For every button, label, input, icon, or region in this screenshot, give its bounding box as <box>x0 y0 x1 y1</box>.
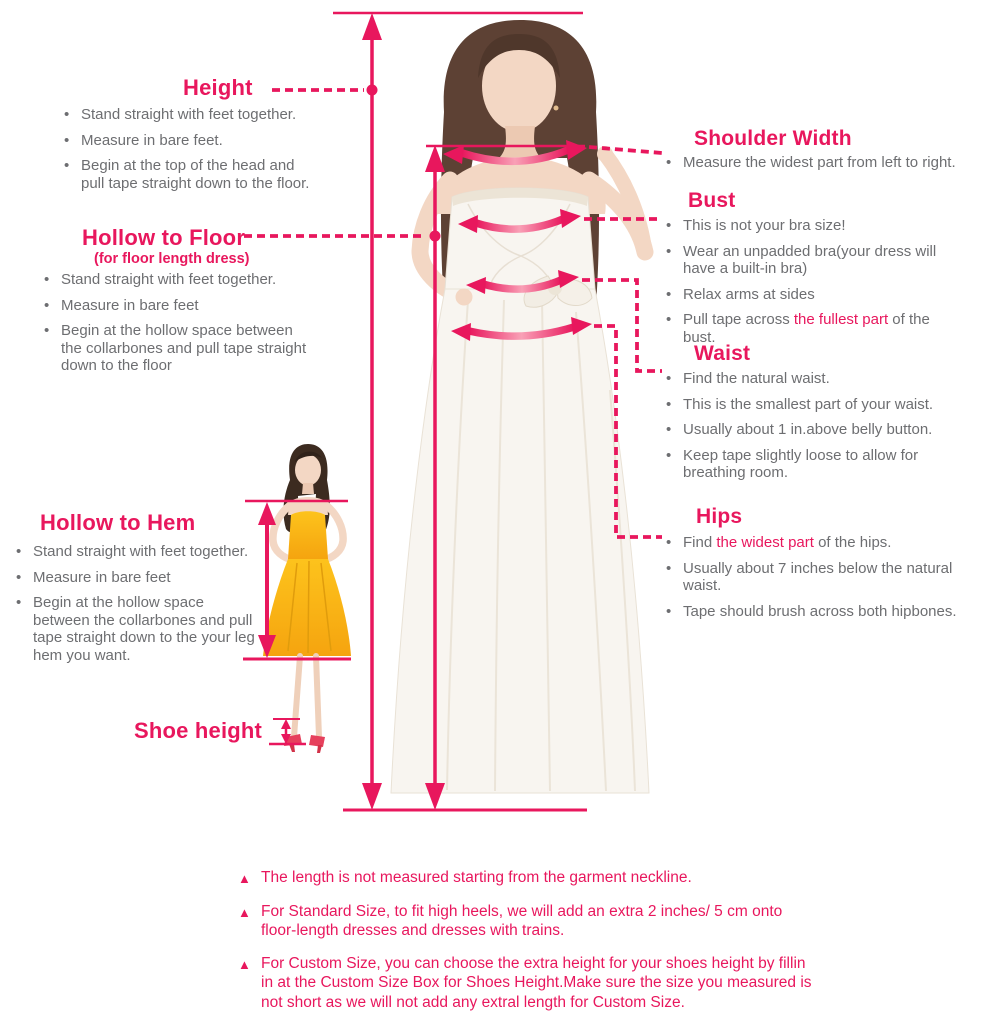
petite-right-shoe <box>309 735 325 747</box>
warning-triangle-icon: ▲ <box>238 904 251 920</box>
hollow-down-arrow-icon <box>425 783 445 810</box>
bullet-dot: • <box>666 446 672 464</box>
note-item <box>238 868 816 889</box>
model-bodice <box>445 188 595 289</box>
bullet-dot: • <box>666 370 672 387</box>
hips-section <box>666 505 988 628</box>
list-item: • Find the natural waist. <box>666 370 830 387</box>
height-connector-dot <box>367 85 378 96</box>
hollow-to-hem-section <box>16 511 266 672</box>
hollow-to-floor-section <box>44 226 344 383</box>
list-item: • Tape should brush across both hipbones. <box>666 602 957 620</box>
bust-section <box>666 189 988 354</box>
list-item: • Begin at the top of the head and pull tape straight down to the floor. <box>64 157 310 192</box>
bullet-dot: • <box>16 594 22 611</box>
warning-triangle-icon: ▲ <box>238 956 251 972</box>
shoulder-width-section <box>666 127 986 180</box>
bullet-dot: • <box>666 217 672 234</box>
shoulder-width-title: Shoulder Width <box>694 127 852 150</box>
note-text: For Custom Size, you can choose the extra height for your shoes height by fillin in at the Custom Size Box for Shoes Height.Make sure the size you measured is not short as we will not add any extral length for Custom Size. <box>261 954 812 1011</box>
note-text: For Standard Size, to fit high heels, we will add an extra 2 inches/ 5 cm onto floor-length dresses and dresses with trains. <box>261 902 783 939</box>
petite-neck <box>302 483 314 494</box>
shoe-up-arrow-icon <box>281 719 291 729</box>
height-up-arrow-icon <box>362 13 382 40</box>
bullet-dot: • <box>16 568 22 586</box>
highlighted-text: the widest part <box>716 534 814 551</box>
bullet-dot: • <box>44 296 50 314</box>
list-item: • Wear an unpadded bra(your dress will have a built-in bra) <box>666 242 937 277</box>
waist-title: Waist <box>694 342 751 365</box>
waist-bullets <box>666 370 971 482</box>
height-section <box>64 76 324 200</box>
bullet-dot: • <box>666 154 672 171</box>
hips-bullets <box>666 534 978 620</box>
hollow-to-floor-subtitle: (for floor length dress) <box>94 251 250 267</box>
model-skirt <box>391 289 649 793</box>
bullet-dot: • <box>64 131 70 149</box>
bullet-dot: • <box>666 559 672 577</box>
list-item: • This is the smallest part of your waist. <box>666 395 934 413</box>
list-item: • Find the widest part of the hips. <box>666 534 892 551</box>
waist-section <box>666 342 984 490</box>
list-item: • Measure in bare feet <box>16 568 171 586</box>
list-item: • Measure in bare feet. <box>64 131 223 149</box>
bullet-dot: • <box>666 395 672 413</box>
bullet-dot: • <box>64 157 70 174</box>
hips-title: Hips <box>696 505 743 528</box>
warning-triangle-icon: ▲ <box>238 871 251 886</box>
list-item: • Relax arms at sides <box>666 285 815 303</box>
list-item: • Measure in bare feet <box>44 296 199 314</box>
bullet-dot: • <box>666 602 672 620</box>
height-down-arrow-icon <box>362 783 382 810</box>
petite-skirt <box>263 559 351 656</box>
list-item: • Begin at the hollow space between the collarbones and pull tape straight down to the your leg hem you want. <box>16 594 255 664</box>
list-item: • Keep tape slightly loose to allow for breathing room. <box>666 446 919 481</box>
shoulder-width-bullets <box>666 154 978 172</box>
model-earring <box>554 106 559 111</box>
model-left-hand <box>456 289 473 306</box>
list-item: • Pull tape across the fullest part of the bust. <box>666 311 930 346</box>
bullet-dot: • <box>666 242 672 260</box>
bullet-dot: • <box>64 106 70 123</box>
bust-title: Bust <box>688 189 736 212</box>
hollow-to-floor-bullets <box>44 271 316 375</box>
petite-model-photo <box>263 444 351 753</box>
main-model-photo <box>391 20 649 793</box>
height-title: Height <box>183 75 253 100</box>
height-bullets <box>64 106 314 192</box>
petite-bodice <box>288 511 328 559</box>
bullet-dot: • <box>44 322 50 339</box>
list-item: • This is not your bra size! <box>666 217 846 234</box>
shoe-height-title: Shoe height <box>134 718 263 743</box>
list-item: • Stand straight with feet together. <box>44 271 277 288</box>
note-item <box>238 954 816 1013</box>
note-text: The length is not measured starting from the garment neckline. <box>261 869 692 886</box>
hollow-to-hem-title: Hollow to Hem <box>40 510 196 535</box>
bust-bullets <box>666 217 966 346</box>
hollow-to-hem-bullets <box>16 543 258 664</box>
list-item: • Stand straight with feet together. <box>64 106 297 123</box>
hollow-to-floor-title: Hollow to Floor <box>82 225 246 250</box>
bullet-dot: • <box>16 543 22 560</box>
bullet-dot: • <box>666 311 672 328</box>
list-item: • Usually about 1 in.above belly button. <box>666 421 933 438</box>
note-item <box>238 902 816 941</box>
bullet-dot: • <box>44 271 50 288</box>
highlighted-text: the fullest part <box>793 311 889 328</box>
list-item: • Usually about 7 inches below the natural waist. <box>666 559 953 594</box>
hollow-connector-dot <box>430 231 441 242</box>
bullet-dot: • <box>666 534 672 551</box>
list-item: • Measure the widest part from left to right. <box>666 154 956 171</box>
footer-notes <box>238 868 816 1024</box>
petite-legs <box>294 656 319 737</box>
list-item: • Begin at the hollow space between the collarbones and pull tape straight down to the floor <box>44 322 307 374</box>
list-item: • Stand straight with feet together. <box>16 543 249 560</box>
bullet-dot: • <box>666 285 672 303</box>
bullet-dot: • <box>666 421 672 438</box>
